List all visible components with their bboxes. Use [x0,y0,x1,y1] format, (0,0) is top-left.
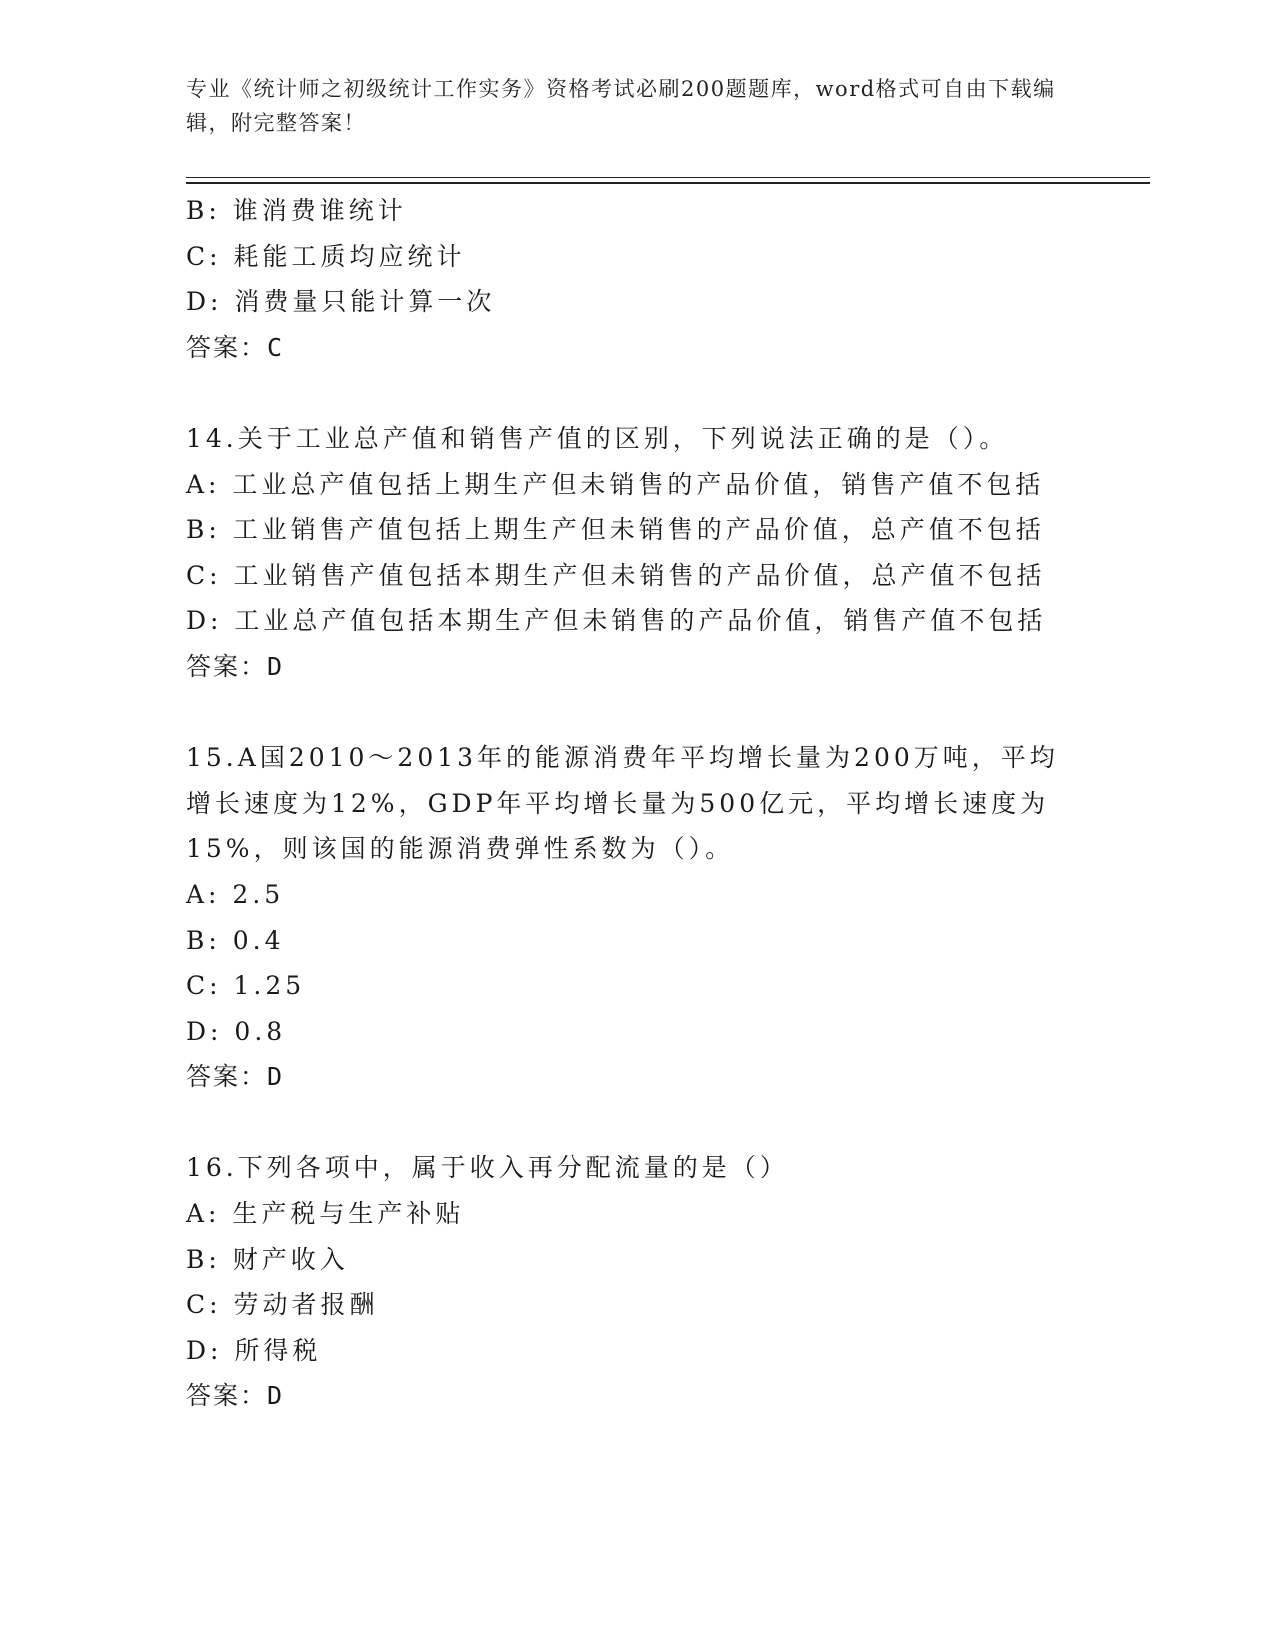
spacer [186,690,1146,736]
question-14 [186,416,1146,690]
option-d: D: 0.8 [186,1016,287,1046]
answer-label: 答案： [186,332,268,362]
answer-label: 答案： [186,1062,268,1092]
question-16 [186,1145,1146,1419]
option-c: C: 耗能工质均应统计 [186,241,466,271]
page-header: 专业《统计师之初级统计工作实务》资格考试必刷200题题库，word格式可自由下载编辑，附完整答案！ [186,77,1056,135]
question-stem: 15.A国2010～2013年的能源消费年平均增长量为200万吨，平均增长速度为12%，GDP年平均增长量为500亿元，平均增长速度为15%，则该国的能源消费弹性系数为（）。 [186,743,1059,864]
answer-line [186,1054,1146,1100]
option-c: C: 劳动者报酬 [186,1290,379,1320]
option-c: C: 工业销售产值包括本期生产但未销售的产品价值，总产值不包括 [186,560,1046,590]
answer-value: D [267,651,284,681]
option-d: D: 工业总产值包括本期生产但未销售的产品价值，销售产值不包括 [186,606,1047,636]
header-rule-thick [186,182,1150,184]
option-c: C: 1.25 [186,971,306,1001]
question-15 [186,735,1146,1100]
header-rule-thin [186,177,1150,178]
option-b: B: 谁消费谁统计 [186,196,407,225]
question-stem: 16.下列各项中，属于收入再分配流量的是（） [186,1153,789,1183]
option-a: A: 工业总产值包括上期生产但未销售的产品价值，销售产值不包括 [186,469,1045,499]
question-content [186,188,1146,1419]
option-a: A: 生产税与生产补贴 [186,1199,465,1229]
answer-label: 答案： [186,651,268,681]
answer-line [186,644,1146,690]
answer-value: C [267,332,284,362]
question-stem: 14.关于工业总产值和销售产值的区别，下列说法正确的是（）。 [186,423,1009,453]
option-d: D: 所得税 [186,1335,322,1365]
answer-label: 答案： [186,1381,268,1411]
prev-question [186,188,1146,370]
answer-value: D [267,1062,284,1092]
option-b: B: 工业销售产值包括上期生产但未销售的产品价值，总产值不包括 [186,515,1045,545]
answer-line [186,1373,1146,1419]
spacer [186,370,1146,416]
spacer [186,1100,1146,1146]
option-a: A: 2.5 [186,879,285,909]
option-d: D: 消费量只能计算一次 [186,287,496,317]
answer-line [186,325,1146,371]
option-b: B: 0.4 [186,925,285,955]
option-b: B: 财产收入 [186,1244,349,1274]
answer-value: D [267,1381,284,1411]
